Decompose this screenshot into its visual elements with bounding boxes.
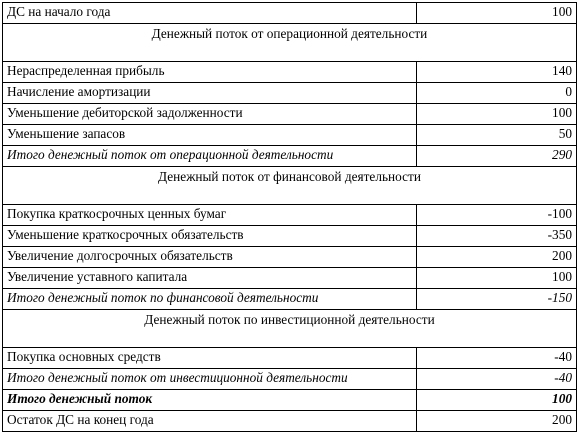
row-label: Уменьшение краткосрочных обязательств bbox=[3, 226, 417, 247]
row-value: 100 bbox=[417, 3, 577, 24]
row-value: 290 bbox=[417, 146, 577, 167]
row-value: 200 bbox=[417, 247, 577, 268]
row-label: Нераспределенная прибыль bbox=[3, 62, 417, 83]
row-value: -150 bbox=[417, 289, 577, 310]
row-label: Итого денежный поток bbox=[3, 390, 417, 411]
subtotal-row bbox=[3, 146, 577, 167]
table-row bbox=[3, 268, 577, 289]
section-header: Денежный поток по инвестиционной деятельности bbox=[3, 310, 577, 348]
row-value: -40 bbox=[417, 369, 577, 390]
section-header: Денежный поток от финансовой деятельности bbox=[3, 167, 577, 205]
row-value: 50 bbox=[417, 125, 577, 146]
table-row bbox=[3, 226, 577, 247]
row-label: Итого денежный поток от операционной деятельности bbox=[3, 146, 417, 167]
table-row bbox=[3, 83, 577, 104]
cash-flow-table bbox=[2, 2, 577, 432]
row-label: ДС на начало года bbox=[3, 3, 417, 24]
row-value: 200 bbox=[417, 411, 577, 432]
section-header-row bbox=[3, 24, 577, 62]
section-header: Денежный поток от операционной деятельности bbox=[3, 24, 577, 62]
subtotal-row bbox=[3, 289, 577, 310]
row-label: Итого денежный поток по финансовой деятельности bbox=[3, 289, 417, 310]
table-row bbox=[3, 411, 577, 432]
row-label: Увеличение долгосрочных обязательств bbox=[3, 247, 417, 268]
row-label: Итого денежный поток от инвестиционной деятельности bbox=[3, 369, 417, 390]
table-row bbox=[3, 62, 577, 83]
section-header-row bbox=[3, 167, 577, 205]
row-label: Уменьшение дебиторской задолженности bbox=[3, 104, 417, 125]
row-label: Уменьшение запасов bbox=[3, 125, 417, 146]
table-row bbox=[3, 205, 577, 226]
total-row bbox=[3, 390, 577, 411]
row-value: 140 bbox=[417, 62, 577, 83]
row-label: Увеличение уставного капитала bbox=[3, 268, 417, 289]
subtotal-row bbox=[3, 369, 577, 390]
section-header-row bbox=[3, 310, 577, 348]
row-label: Начисление амортизации bbox=[3, 83, 417, 104]
row-value: 100 bbox=[417, 104, 577, 125]
row-label: Покупка основных средств bbox=[3, 348, 417, 369]
row-label: Покупка краткосрочных ценных бумаг bbox=[3, 205, 417, 226]
row-label: Остаток ДС на конец года bbox=[3, 411, 417, 432]
row-value: -100 bbox=[417, 205, 577, 226]
table-row bbox=[3, 125, 577, 146]
row-value: 0 bbox=[417, 83, 577, 104]
table-row bbox=[3, 247, 577, 268]
row-value: 100 bbox=[417, 268, 577, 289]
table-row bbox=[3, 104, 577, 125]
table-row bbox=[3, 348, 577, 369]
row-value: 100 bbox=[417, 390, 577, 411]
row-value: -350 bbox=[417, 226, 577, 247]
row-value: -40 bbox=[417, 348, 577, 369]
table-row bbox=[3, 3, 577, 24]
